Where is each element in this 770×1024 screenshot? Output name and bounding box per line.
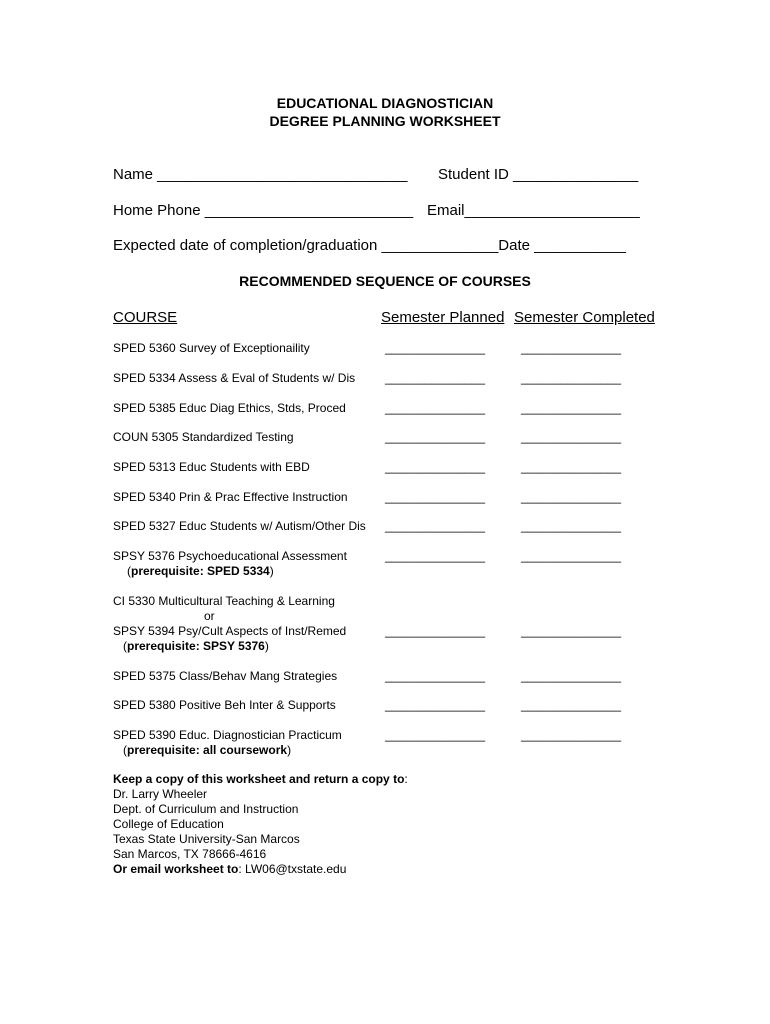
course-spsy-5394: SPSY 5394 Psy/Cult Aspects of Inst/Remed (113, 624, 347, 638)
planned-blank[interactable]: _______________ (385, 401, 486, 415)
column-course: COURSE (113, 309, 178, 326)
course-sped-5327: SPED 5327 Educ Students w/ Autism/Other Dis (113, 519, 366, 533)
planned-blank[interactable]: _______________ (385, 460, 486, 474)
course-sped-5380: SPED 5380 Positive Beh Inter & Supports (113, 698, 336, 712)
email-field[interactable]: Email_____________________ (427, 202, 640, 219)
course-sped-5385: SPED 5385 Educ Diag Ethics, Stds, Proced (113, 401, 346, 415)
student-id-field[interactable]: Student ID _______________ (438, 166, 639, 183)
contact-college: College of Education (113, 817, 224, 831)
completed-blank[interactable]: _______________ (521, 549, 622, 563)
completed-blank[interactable]: _______________ (521, 430, 622, 444)
completed-blank[interactable]: _______________ (521, 490, 622, 504)
column-semester-completed: Semester Completed (514, 309, 655, 326)
planned-blank[interactable]: _______________ (385, 728, 486, 742)
completed-blank[interactable]: _______________ (521, 728, 622, 742)
contact-name: Dr. Larry Wheeler (113, 787, 208, 801)
course-sped-5334: SPED 5334 Assess & Eval of Students w/ Dis (113, 371, 356, 385)
completed-blank[interactable]: _______________ (521, 624, 622, 638)
home-phone-field[interactable]: Home Phone _________________________ (113, 202, 414, 219)
course-coun-5305: COUN 5305 Standardized Testing (113, 430, 294, 444)
contact-address: San Marcos, TX 78666-4616 (113, 847, 267, 861)
section-title: RECOMMENDED SEQUENCE OF COURSES (239, 273, 531, 289)
completed-blank[interactable]: _______________ (521, 460, 622, 474)
or-label: or (204, 609, 215, 623)
contact-department: Dept. of Curriculum and Instruction (113, 802, 299, 816)
course-ci-5330: CI 5330 Multicultural Teaching & Learning (113, 594, 335, 608)
title-line-1: EDUCATIONAL DIAGNOSTICIAN (276, 95, 494, 111)
course-sped-5340: SPED 5340 Prin & Prac Effective Instruction (113, 490, 348, 504)
completed-blank[interactable]: _______________ (521, 669, 622, 683)
course-sped-5313: SPED 5313 Educ Students with EBD (113, 460, 310, 474)
planned-blank[interactable]: _______________ (385, 624, 486, 638)
completed-blank[interactable]: _______________ (521, 698, 622, 712)
planned-blank[interactable]: _______________ (385, 549, 486, 563)
course-spsy-5376: SPSY 5376 Psychoeducational Assessment (113, 549, 347, 563)
planned-blank[interactable]: _______________ (385, 371, 486, 385)
column-semester-planned: Semester Planned (381, 309, 505, 326)
contact-university: Texas State University-San Marcos (113, 832, 300, 846)
return-instructions: Keep a copy of this worksheet and return a copy to: (113, 772, 408, 786)
planned-blank[interactable]: _______________ (385, 430, 486, 444)
planned-blank[interactable]: _______________ (385, 698, 486, 712)
planned-blank[interactable]: _______________ (385, 519, 486, 533)
course-sped-5390: SPED 5390 Educ. Diagnostician Practicum (113, 728, 342, 742)
completion-date-field[interactable]: Expected date of completion/graduation ______________Date ___________ (113, 237, 626, 254)
planned-blank[interactable]: _______________ (385, 669, 486, 683)
course-sped-5360: SPED 5360 Survey of Exceptionaility (113, 341, 310, 355)
name-field[interactable]: Name ______________________________ (113, 166, 408, 183)
title-line-2: DEGREE PLANNING WORKSHEET (269, 113, 501, 129)
prerequisite-note: (prerequisite: SPED 5334) (127, 564, 274, 578)
completed-blank[interactable]: _______________ (521, 519, 622, 533)
course-sped-5375: SPED 5375 Class/Behav Mang Strategies (113, 669, 338, 683)
planned-blank[interactable]: _______________ (385, 490, 486, 504)
planned-blank[interactable]: _______________ (385, 341, 486, 355)
prerequisite-note: (prerequisite: all coursework) (123, 743, 292, 757)
completed-blank[interactable]: _______________ (521, 341, 622, 355)
completed-blank[interactable]: _______________ (521, 371, 622, 385)
email-instructions: Or email worksheet to: LW06@txstate.edu (113, 862, 347, 876)
prerequisite-note: (prerequisite: SPSY 5376) (123, 639, 269, 653)
completed-blank[interactable]: _______________ (521, 401, 622, 415)
